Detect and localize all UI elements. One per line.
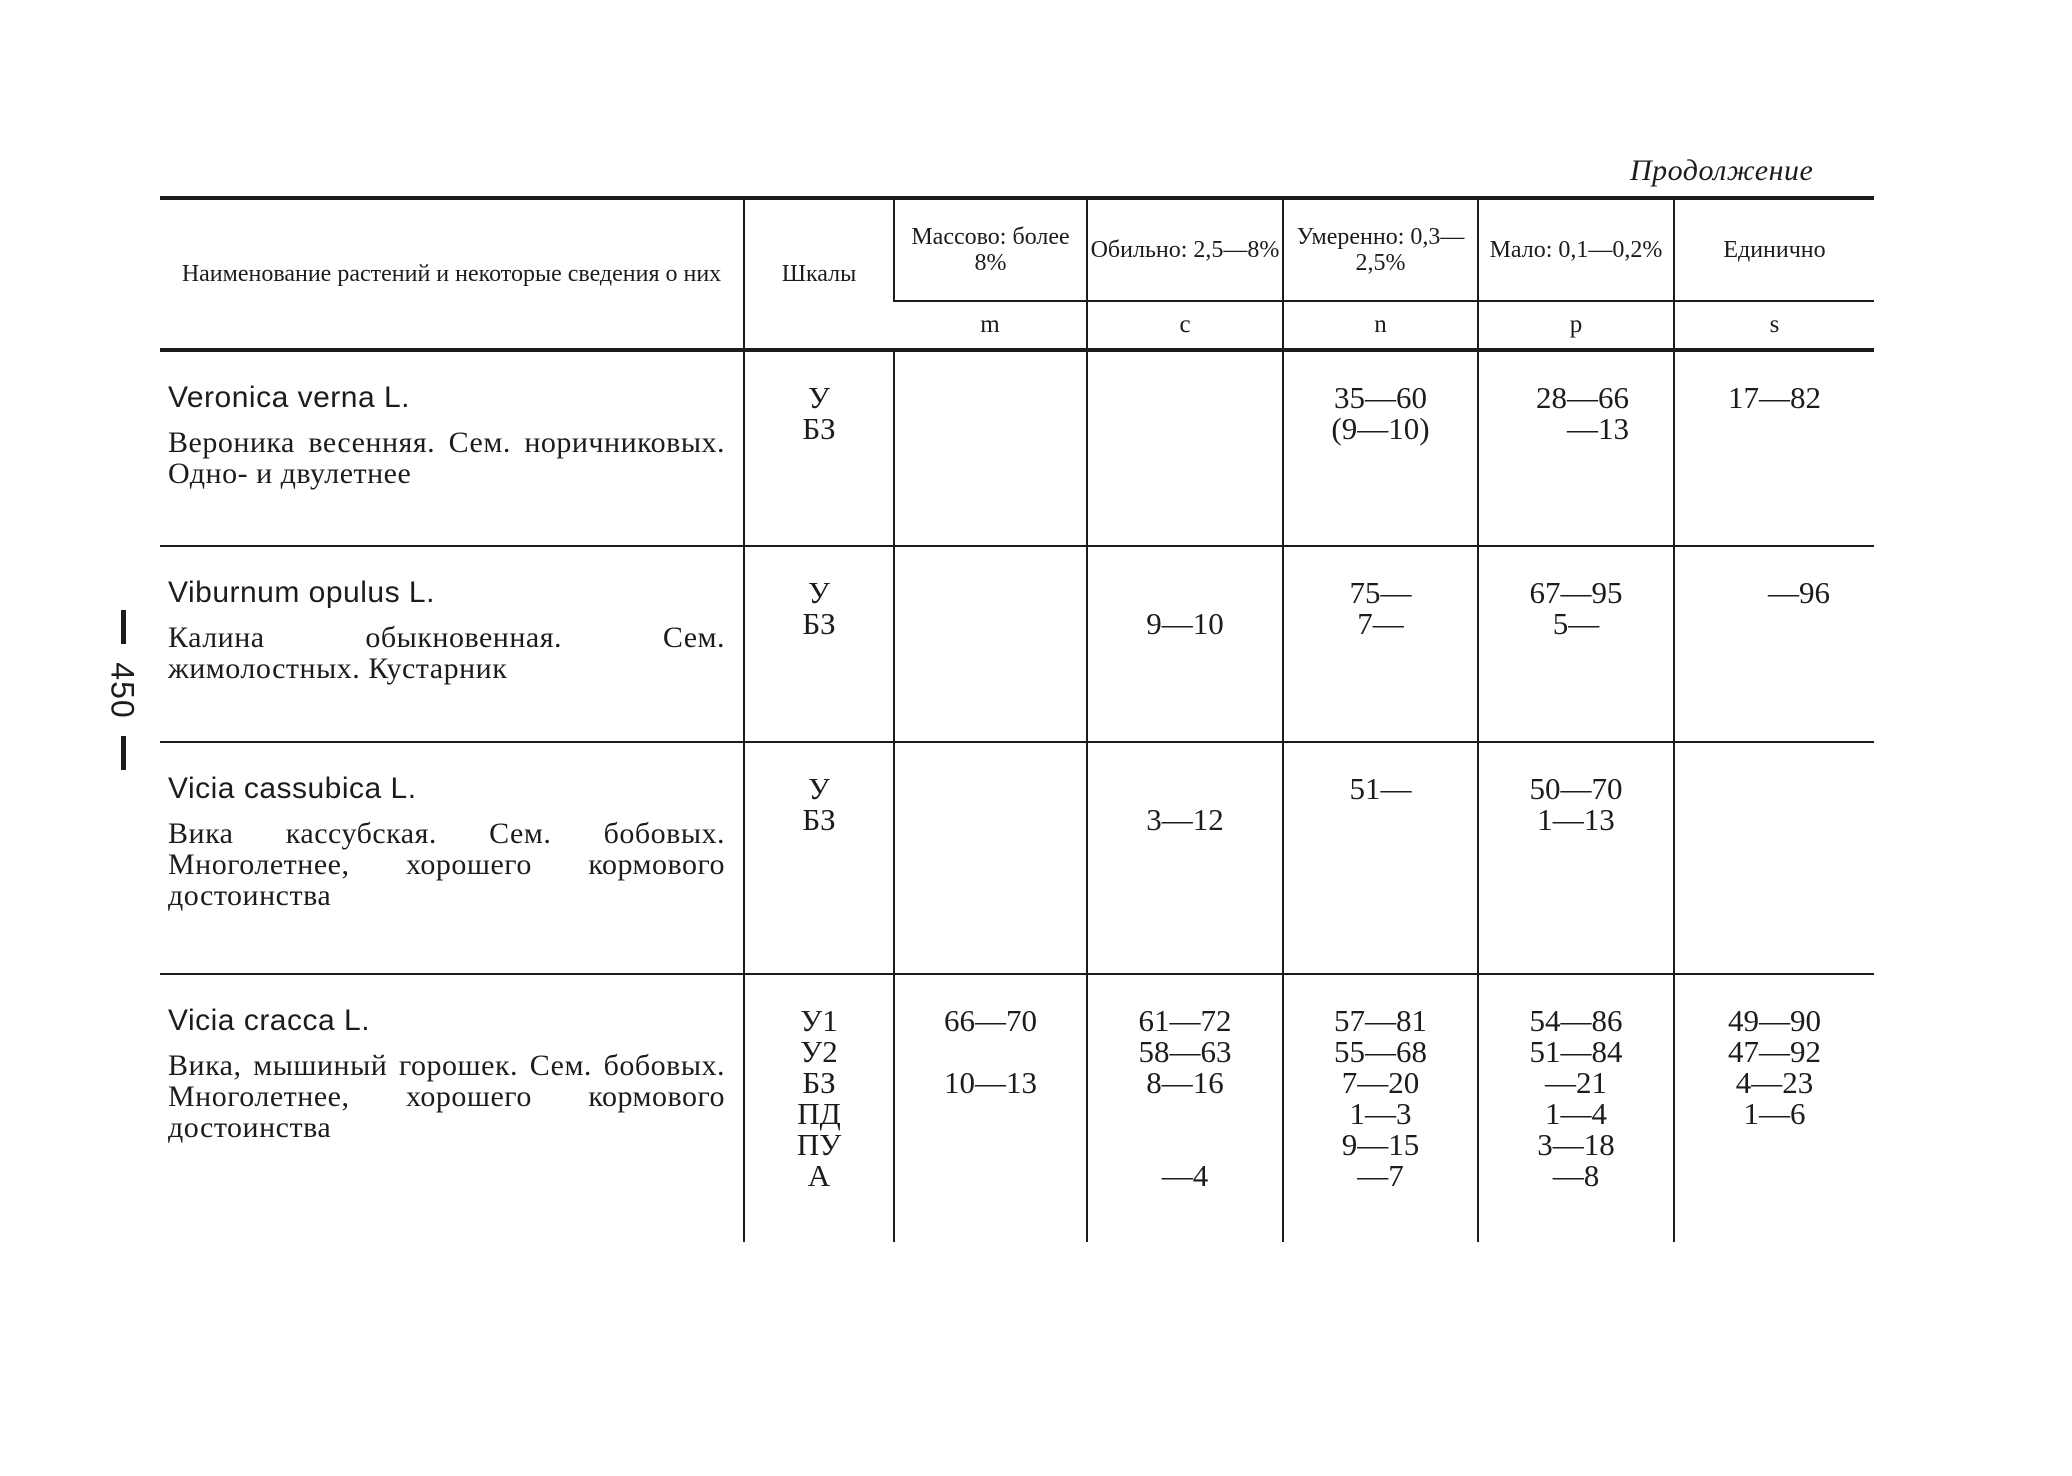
scale-code: У <box>808 575 830 610</box>
scale-code: А <box>807 1158 831 1193</box>
scale-code: БЗ <box>802 1065 836 1100</box>
column-header-single: Единично <box>1674 198 1874 301</box>
plant-name-cell <box>160 350 744 546</box>
range-value: 61—72 <box>1138 1003 1232 1038</box>
value-cell-n <box>1283 742 1478 974</box>
value-cell-c <box>1087 974 1283 1242</box>
table-row <box>160 546 1874 742</box>
scale-code: ПУ <box>796 1127 842 1162</box>
range-value: 1—4 <box>1545 1096 1607 1131</box>
range-value: 4—23 <box>1735 1065 1814 1100</box>
scale-code: ПД <box>797 1096 841 1131</box>
table-row <box>160 974 1874 1242</box>
value-cell-c <box>1087 742 1283 974</box>
scale-code: У <box>808 771 830 806</box>
value-cell-n <box>1283 350 1478 546</box>
range-value <box>1088 1129 1282 1160</box>
range-value: 5— <box>1552 606 1600 641</box>
value-cell-c <box>1087 546 1283 742</box>
range-value: 54—86 <box>1529 1003 1623 1038</box>
scale-code: У1 <box>800 1003 838 1038</box>
scale-code: БЗ <box>802 606 836 641</box>
range-value <box>895 382 1086 413</box>
range-value: —13 <box>1567 411 1629 446</box>
page-number: 450 <box>104 661 141 719</box>
range-value: 9—15 <box>1341 1127 1420 1162</box>
plant-latin-name: Veronica verna L. <box>168 381 410 414</box>
range-value: —7 <box>1357 1158 1404 1193</box>
range-value: 66—70 <box>944 1003 1037 1038</box>
column-code-m: m <box>894 301 1087 350</box>
range-value: 7— <box>1357 606 1404 641</box>
table-row <box>160 350 1874 546</box>
value-cell-s <box>1674 546 1874 742</box>
range-value <box>1088 382 1282 413</box>
value-cell-p <box>1478 974 1674 1242</box>
range-value: 47—92 <box>1728 1034 1821 1069</box>
range-value <box>895 1098 1086 1129</box>
range-value <box>1675 413 1874 444</box>
column-code-p: p <box>1478 301 1674 350</box>
range-value: (9—10) <box>1331 411 1430 446</box>
scale-code: БЗ <box>802 411 836 446</box>
value-cell-p <box>1478 350 1674 546</box>
scale-code: У2 <box>800 1034 838 1069</box>
range-value: 35—60 <box>1334 380 1427 415</box>
value-cell-m <box>894 350 1087 546</box>
range-value <box>895 608 1086 639</box>
range-value <box>1675 773 1874 804</box>
range-value <box>1675 1129 1874 1160</box>
range-value <box>895 413 1086 444</box>
range-value: —96 <box>1768 575 1830 610</box>
plant-scale-table-container <box>160 196 1874 1242</box>
value-cell-m <box>894 546 1087 742</box>
column-header-massive: Массово: более 8% <box>894 198 1087 301</box>
range-value: 51—84 <box>1529 1034 1623 1069</box>
table-row <box>160 742 1874 974</box>
range-value <box>1284 804 1477 835</box>
range-value <box>1088 577 1282 608</box>
table-header <box>160 198 1874 350</box>
plant-description: Вика кассубская. Сем. бобовых. Многолетнее, хорошего кормового достоинства <box>168 817 725 912</box>
column-header-scales: Шкалы <box>744 198 894 350</box>
column-code-s: s <box>1674 301 1874 350</box>
plant-latin-name: Vicia cassubica L. <box>168 772 417 805</box>
scales-cell <box>744 974 894 1242</box>
plant-name-cell <box>160 974 744 1242</box>
range-value: 9—10 <box>1146 606 1224 641</box>
column-header-moderate: Умеренно: 0,3—2,5% <box>1283 198 1478 301</box>
scales-cell <box>744 742 894 974</box>
value-cell-s <box>1674 742 1874 974</box>
range-value <box>895 1036 1086 1067</box>
plant-latin-name: Viburnum opulus L. <box>168 576 435 609</box>
column-header-few: Мало: 0,1—0,2% <box>1478 198 1674 301</box>
plant-description: Калина обыкновенная. Сем. жимолостных. Кустарник <box>168 621 725 685</box>
page-number-dash-top <box>121 610 126 644</box>
range-value <box>1675 608 1830 639</box>
value-cell-n <box>1283 546 1478 742</box>
range-value <box>895 577 1086 608</box>
plant-scale-table <box>160 196 1874 1242</box>
column-header-name: Наименование растений и некоторые сведения о них <box>160 198 744 350</box>
value-cell-p <box>1478 546 1674 742</box>
plant-name-cell <box>160 742 744 974</box>
range-value: 1—6 <box>1743 1096 1806 1131</box>
range-value: —21 <box>1545 1065 1607 1100</box>
range-value <box>1088 773 1282 804</box>
value-cell-c <box>1087 350 1283 546</box>
value-cell-s <box>1674 350 1874 546</box>
range-value: 50—70 <box>1529 771 1623 806</box>
range-value <box>1088 1098 1282 1129</box>
range-value <box>1088 413 1282 444</box>
range-value: 3—12 <box>1146 802 1224 837</box>
range-value: 49—90 <box>1728 1003 1821 1038</box>
range-value: 3—18 <box>1537 1127 1615 1162</box>
value-cell-m <box>894 974 1087 1242</box>
range-value: 28—66 <box>1536 380 1629 415</box>
range-value: 55—68 <box>1334 1034 1427 1069</box>
range-value <box>895 1129 1086 1160</box>
plant-name-cell <box>160 546 744 742</box>
range-value <box>1675 1160 1874 1191</box>
range-value: 1—3 <box>1349 1096 1412 1131</box>
scales-cell <box>744 350 894 546</box>
range-value <box>1675 804 1874 835</box>
plant-latin-name: Vicia cracca L. <box>168 1004 371 1037</box>
column-code-c: c <box>1087 301 1283 350</box>
range-value: —4 <box>1161 1158 1209 1193</box>
range-value <box>895 1160 1086 1191</box>
page-number-margin <box>86 600 158 780</box>
range-value: 51— <box>1349 771 1412 806</box>
range-value: 7—20 <box>1341 1065 1420 1100</box>
range-value: 75— <box>1349 575 1412 610</box>
column-code-n: n <box>1283 301 1478 350</box>
continuation-label: Продолжение <box>1630 154 1814 187</box>
scales-cell <box>744 546 894 742</box>
range-value: 58—63 <box>1138 1034 1232 1069</box>
range-value <box>895 804 1086 835</box>
range-value: 17—82 <box>1728 380 1821 415</box>
scale-code: У <box>808 380 830 415</box>
value-cell-m <box>894 742 1087 974</box>
value-cell-n <box>1283 974 1478 1242</box>
value-cell-p <box>1478 742 1674 974</box>
range-value: 8—16 <box>1146 1065 1224 1100</box>
column-header-abundant: Обильно: 2,5—8% <box>1087 198 1283 301</box>
range-value: —8 <box>1552 1158 1600 1193</box>
value-cell-s <box>1674 974 1874 1242</box>
range-value: 1—13 <box>1537 802 1615 837</box>
table-body <box>160 350 1874 1242</box>
plant-description: Вероника весенняя. Сем. норичниковых. Одно- и двулетнее <box>168 426 725 490</box>
range-value: 57—81 <box>1334 1003 1427 1038</box>
range-value <box>895 773 1086 804</box>
range-value: 67—95 <box>1529 575 1623 610</box>
page-number-dash-bottom <box>121 736 126 770</box>
plant-description: Вика, мышиный горошек. Сем. бобовых. Многолетнее, хорошего кормового достоинства <box>168 1049 725 1144</box>
range-value: 10—13 <box>944 1065 1037 1100</box>
scale-code: БЗ <box>802 802 836 837</box>
